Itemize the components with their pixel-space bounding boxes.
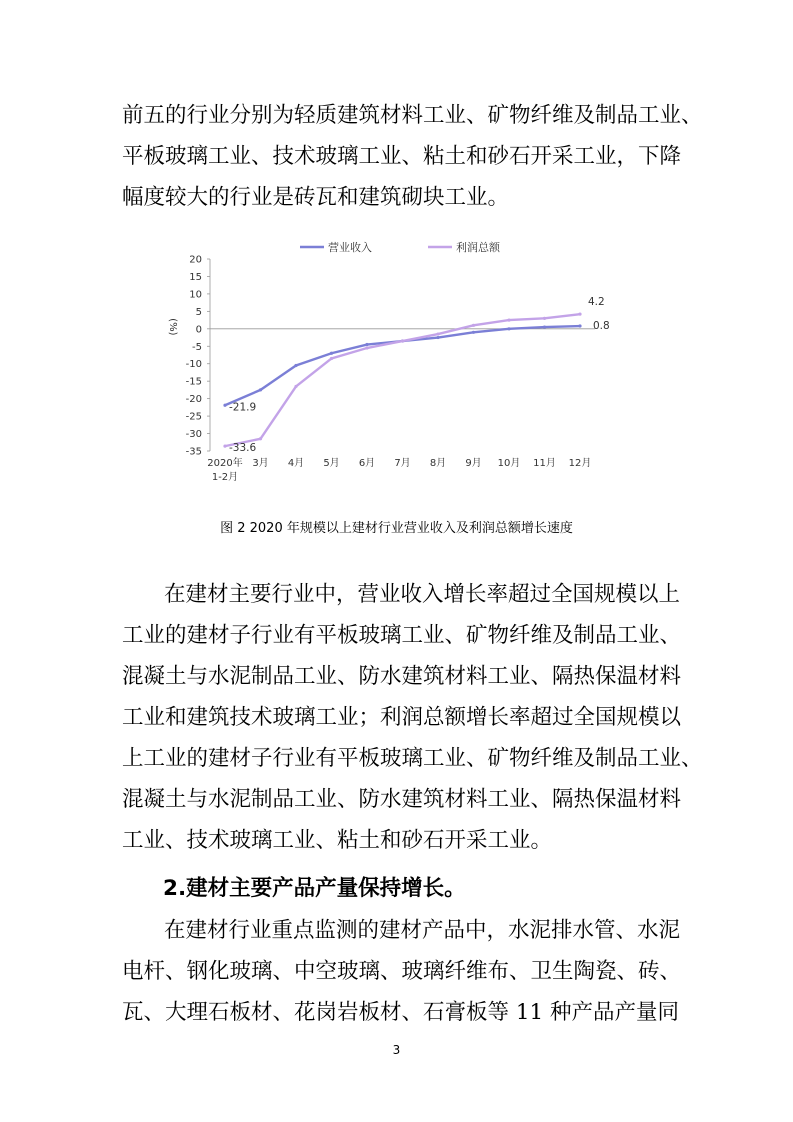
data-point — [578, 313, 581, 316]
y-tick-label: -10 — [185, 359, 202, 371]
y-tick-label: -35 — [185, 446, 202, 458]
figure-caption: 图 2 2020 年规模以上建材行业营业收入及利润总额增长速度 — [220, 521, 573, 536]
data-label: 0.8 — [593, 320, 610, 333]
section-heading: 2.建材主要产品产量保持增长。 — [163, 876, 466, 901]
y-tick-label: -30 — [185, 429, 202, 441]
data-point — [365, 343, 368, 346]
y-tick-label: -5 — [192, 341, 202, 353]
series-line — [225, 314, 580, 446]
data-point — [472, 324, 475, 327]
data-point — [507, 318, 510, 321]
x-tick-label: 12月 — [568, 458, 592, 469]
x-tick-label: 4月 — [287, 458, 305, 469]
x-tick-label: 9月 — [465, 458, 482, 469]
series-line — [225, 326, 580, 405]
data-point — [365, 346, 368, 349]
x-tick-label: 11月 — [533, 458, 556, 469]
text-line: 前五的行业分别为轻质建筑材料工业、矿物纤维及制品工业、 — [122, 103, 703, 128]
data-label: -33.6 — [229, 442, 257, 455]
data-point — [223, 445, 226, 448]
y-tick-label: 5 — [195, 306, 202, 318]
y-tick-label: 15 — [189, 271, 202, 283]
x-tick-label: 3月 — [252, 458, 269, 469]
data-point — [401, 339, 404, 342]
data-point — [223, 404, 226, 407]
x-tick-label: 5月 — [323, 458, 340, 469]
y-tick-label: 20 — [189, 254, 202, 266]
text-line: 瓦、大理石板材、花岗岩板材、石膏板等 11 种产品产量同 — [122, 1000, 680, 1025]
text-line: 幅度较大的行业是砖瓦和建筑砌块工业。 — [122, 185, 510, 210]
x-tick-label: 8月 — [429, 458, 447, 469]
text-line: 工业和建筑技术玻璃工业；利润总额增长率超过全国规模以 — [122, 705, 682, 730]
data-label: 4.2 — [588, 296, 605, 309]
page-number: 3 — [392, 1043, 401, 1057]
y-tick-label: -15 — [185, 376, 202, 388]
x-tick-label: 1-2月 — [211, 472, 239, 483]
data-point — [436, 336, 439, 339]
x-tick-label: 10月 — [497, 458, 521, 469]
x-tick-label: 7月 — [394, 458, 411, 469]
x-tick-label: 2020年 — [207, 458, 243, 469]
data-point — [543, 325, 546, 328]
y-tick-label: 0 — [195, 324, 202, 336]
data-label: -21.9 — [229, 401, 257, 414]
text-line: 混凝土与水泥制品工业、防水建筑材料工业、隔热保温材料 — [122, 664, 682, 689]
legend-label: 利润总额 — [456, 241, 500, 254]
y-tick-label: 10 — [189, 289, 202, 301]
data-point — [472, 331, 475, 334]
text-line: 混凝土与水泥制品工业、防水建筑材料工业、隔热保温材料 — [122, 787, 682, 812]
data-point — [436, 332, 439, 335]
y-tick-label: -20 — [185, 394, 202, 406]
paragraph-3 — [122, 910, 682, 1033]
text-line: 电杆、钢化玻璃、中空玻璃、玻璃纤维布、卫生陶瓷、砖、 — [122, 959, 682, 984]
data-point — [294, 385, 297, 388]
y-axis-label: (%) — [167, 318, 178, 336]
text-line: 在建材主要行业中，营业收入增长率超过全国规模以上 — [164, 582, 681, 607]
paragraph-1 — [122, 95, 703, 218]
text-line: 工业、技术玻璃工业、粘土和砂石开采工业。 — [122, 828, 553, 853]
line-chart — [150, 232, 650, 492]
paragraph-2 — [122, 574, 703, 861]
data-point — [330, 352, 333, 355]
data-point — [259, 388, 262, 391]
legend-label: 营业收入 — [328, 241, 372, 254]
x-tick-label: 6月 — [358, 458, 376, 469]
data-point — [259, 437, 262, 440]
data-point — [543, 317, 546, 320]
data-point — [578, 324, 581, 327]
data-point — [507, 327, 510, 330]
data-point — [330, 357, 333, 360]
data-point — [294, 364, 297, 367]
text-line: 平板玻璃工业、技术玻璃工业、粘土和砂石开采工业，下降 — [122, 144, 682, 169]
y-tick-label: -25 — [185, 411, 202, 423]
text-line: 上工业的建材子行业有平板玻璃工业、矿物纤维及制品工业、 — [122, 746, 703, 771]
text-line: 工业的建材子行业有平板玻璃工业、矿物纤维及制品工业、 — [122, 623, 682, 648]
text-line: 在建材行业重点监测的建材产品中，水泥排水管、水泥 — [164, 918, 681, 943]
